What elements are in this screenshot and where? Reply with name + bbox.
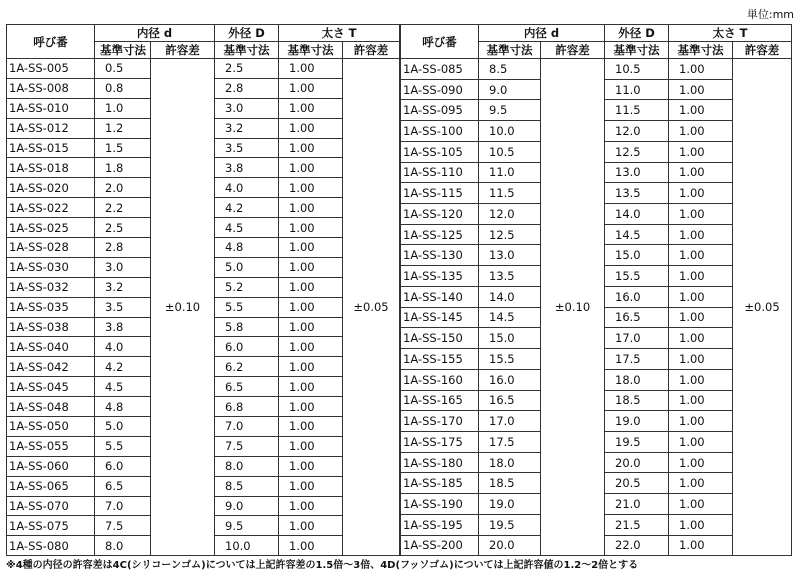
part-number-cell: 1A-SS-095 bbox=[401, 100, 479, 121]
thick-base-cell: 1.00 bbox=[669, 452, 733, 473]
inner-base-cell: 12.5 bbox=[479, 224, 541, 245]
part-number-cell: 1A-SS-010 bbox=[7, 98, 95, 118]
thick-base-cell: 1.00 bbox=[279, 297, 343, 317]
part-number-cell: 1A-SS-190 bbox=[401, 494, 479, 515]
part-number-cell: 1A-SS-110 bbox=[401, 162, 479, 183]
part-number-cell: 1A-SS-042 bbox=[7, 357, 95, 377]
outer-base-cell: 20.0 bbox=[605, 452, 669, 473]
inner-base-cell: 3.5 bbox=[95, 297, 151, 317]
outer-base-cell: 13.0 bbox=[605, 162, 669, 183]
header-thick: 太さ T bbox=[279, 25, 400, 42]
outer-base-cell: 5.0 bbox=[215, 257, 279, 277]
header-inner: 内径 d bbox=[479, 25, 605, 42]
thick-base-cell: 1.00 bbox=[279, 496, 343, 516]
size-table-right bbox=[400, 24, 792, 556]
outer-base-cell: 16.5 bbox=[605, 307, 669, 328]
inner-base-cell: 4.2 bbox=[95, 357, 151, 377]
outer-base-cell: 9.5 bbox=[215, 516, 279, 536]
outer-base-cell: 3.0 bbox=[215, 98, 279, 118]
thick-base-cell: 1.00 bbox=[279, 138, 343, 158]
inner-base-cell: 10.0 bbox=[479, 121, 541, 142]
header-outer: 外径 D bbox=[215, 25, 279, 42]
outer-base-cell: 3.2 bbox=[215, 118, 279, 138]
outer-base-cell: 6.5 bbox=[215, 377, 279, 397]
part-number-cell: 1A-SS-115 bbox=[401, 183, 479, 204]
header-base: 基準寸法 bbox=[605, 42, 669, 59]
part-number-cell: 1A-SS-018 bbox=[7, 158, 95, 178]
inner-base-cell: 3.2 bbox=[95, 277, 151, 297]
header-tol: 許容差 bbox=[151, 42, 215, 59]
inner-base-cell: 5.0 bbox=[95, 417, 151, 437]
inner-base-cell: 18.0 bbox=[479, 452, 541, 473]
outer-base-cell: 6.8 bbox=[215, 397, 279, 417]
outer-base-cell: 11.5 bbox=[605, 100, 669, 121]
part-number-cell: 1A-SS-012 bbox=[7, 118, 95, 138]
thick-base-cell: 1.00 bbox=[279, 397, 343, 417]
inner-base-cell: 4.8 bbox=[95, 397, 151, 417]
outer-base-cell: 12.5 bbox=[605, 141, 669, 162]
outer-base-cell: 5.8 bbox=[215, 317, 279, 337]
thick-base-cell: 1.00 bbox=[669, 121, 733, 142]
thick-base-cell: 1.00 bbox=[669, 162, 733, 183]
thick-base-cell: 1.00 bbox=[669, 245, 733, 266]
thick-base-cell: 1.00 bbox=[279, 337, 343, 357]
inner-base-cell: 2.8 bbox=[95, 238, 151, 258]
outer-base-cell: 22.0 bbox=[605, 535, 669, 556]
table-body-left bbox=[7, 59, 400, 556]
inner-base-cell: 0.8 bbox=[95, 78, 151, 98]
thick-base-cell: 1.00 bbox=[279, 178, 343, 198]
header-tol: 許容差 bbox=[733, 42, 792, 59]
inner-base-cell: 1.8 bbox=[95, 158, 151, 178]
size-table-left bbox=[6, 24, 400, 556]
part-number-cell: 1A-SS-145 bbox=[401, 307, 479, 328]
part-number-cell: 1A-SS-200 bbox=[401, 535, 479, 556]
thick-base-cell: 1.00 bbox=[279, 118, 343, 138]
header-tol: 許容差 bbox=[541, 42, 605, 59]
thick-base-cell: 1.00 bbox=[669, 349, 733, 370]
header-base: 基準寸法 bbox=[479, 42, 541, 59]
thick-base-cell: 1.00 bbox=[279, 536, 343, 556]
thick-base-cell: 1.00 bbox=[669, 411, 733, 432]
part-number-cell: 1A-SS-170 bbox=[401, 411, 479, 432]
thick-base-cell: 1.00 bbox=[669, 141, 733, 162]
inner-base-cell: 19.0 bbox=[479, 494, 541, 515]
inner-base-cell: 4.5 bbox=[95, 377, 151, 397]
header-base: 基準寸法 bbox=[279, 42, 343, 59]
table-row bbox=[7, 59, 400, 79]
thick-base-cell: 1.00 bbox=[669, 100, 733, 121]
outer-base-cell: 8.5 bbox=[215, 476, 279, 496]
inner-base-cell: 3.8 bbox=[95, 317, 151, 337]
inner-base-cell: 19.5 bbox=[479, 514, 541, 535]
inner-base-cell: 17.5 bbox=[479, 431, 541, 452]
thick-base-cell: 1.00 bbox=[669, 328, 733, 349]
thick-base-cell: 1.00 bbox=[669, 431, 733, 452]
thick-base-cell: 1.00 bbox=[279, 436, 343, 456]
thick-tolerance-cell: ±0.05 bbox=[733, 59, 792, 556]
thick-base-cell: 1.00 bbox=[279, 317, 343, 337]
inner-base-cell: 15.5 bbox=[479, 349, 541, 370]
outer-base-cell: 3.8 bbox=[215, 158, 279, 178]
inner-base-cell: 14.5 bbox=[479, 307, 541, 328]
inner-base-cell: 18.5 bbox=[479, 473, 541, 494]
inner-base-cell: 13.5 bbox=[479, 266, 541, 287]
thick-base-cell: 1.00 bbox=[279, 277, 343, 297]
inner-base-cell: 8.0 bbox=[95, 536, 151, 556]
thick-base-cell: 1.00 bbox=[279, 98, 343, 118]
outer-base-cell: 4.2 bbox=[215, 198, 279, 218]
inner-base-cell: 20.0 bbox=[479, 535, 541, 556]
outer-base-cell: 5.2 bbox=[215, 277, 279, 297]
part-number-cell: 1A-SS-070 bbox=[7, 496, 95, 516]
header-base: 基準寸法 bbox=[215, 42, 279, 59]
part-number-cell: 1A-SS-060 bbox=[7, 456, 95, 476]
thick-base-cell: 1.00 bbox=[669, 390, 733, 411]
outer-base-cell: 5.5 bbox=[215, 297, 279, 317]
inner-base-cell: 12.0 bbox=[479, 204, 541, 225]
thick-base-cell: 1.00 bbox=[279, 417, 343, 437]
outer-base-cell: 7.5 bbox=[215, 436, 279, 456]
inner-base-cell: 17.0 bbox=[479, 411, 541, 432]
footnote: ※4種の内径の許容差は4C(シリコーンゴム)については上記許容差の1.5倍〜3倍、4D(フッソゴム)については上記許容値の1.2〜2倍とする bbox=[6, 560, 639, 571]
outer-base-cell: 14.0 bbox=[605, 204, 669, 225]
thick-base-cell: 1.00 bbox=[279, 456, 343, 476]
part-number-cell: 1A-SS-022 bbox=[7, 198, 95, 218]
thick-base-cell: 1.00 bbox=[669, 59, 733, 80]
thick-base-cell: 1.00 bbox=[279, 377, 343, 397]
outer-base-cell: 3.5 bbox=[215, 138, 279, 158]
part-number-cell: 1A-SS-045 bbox=[7, 377, 95, 397]
inner-base-cell: 5.5 bbox=[95, 436, 151, 456]
part-number-cell: 1A-SS-140 bbox=[401, 286, 479, 307]
inner-base-cell: 8.5 bbox=[479, 59, 541, 80]
part-number-cell: 1A-SS-150 bbox=[401, 328, 479, 349]
part-number-cell: 1A-SS-085 bbox=[401, 59, 479, 80]
thick-base-cell: 1.00 bbox=[669, 224, 733, 245]
part-number-cell: 1A-SS-185 bbox=[401, 473, 479, 494]
unit-label: 単位:mm bbox=[746, 8, 794, 21]
part-number-cell: 1A-SS-105 bbox=[401, 141, 479, 162]
inner-base-cell: 6.0 bbox=[95, 456, 151, 476]
part-number-cell: 1A-SS-015 bbox=[7, 138, 95, 158]
part-number-cell: 1A-SS-135 bbox=[401, 266, 479, 287]
thick-base-cell: 1.00 bbox=[669, 266, 733, 287]
outer-base-cell: 6.2 bbox=[215, 357, 279, 377]
part-number-cell: 1A-SS-048 bbox=[7, 397, 95, 417]
thick-base-cell: 1.00 bbox=[279, 59, 343, 79]
thick-tolerance-cell: ±0.05 bbox=[343, 59, 400, 556]
inner-base-cell: 2.2 bbox=[95, 198, 151, 218]
part-number-cell: 1A-SS-165 bbox=[401, 390, 479, 411]
part-number-cell: 1A-SS-160 bbox=[401, 369, 479, 390]
part-number-cell: 1A-SS-038 bbox=[7, 317, 95, 337]
thick-base-cell: 1.00 bbox=[279, 516, 343, 536]
part-number-cell: 1A-SS-028 bbox=[7, 238, 95, 258]
outer-base-cell: 21.0 bbox=[605, 494, 669, 515]
outer-base-cell: 15.0 bbox=[605, 245, 669, 266]
part-number-cell: 1A-SS-195 bbox=[401, 514, 479, 535]
part-number-cell: 1A-SS-020 bbox=[7, 178, 95, 198]
inner-base-cell: 16.5 bbox=[479, 390, 541, 411]
inner-base-cell: 0.5 bbox=[95, 59, 151, 79]
part-number-cell: 1A-SS-040 bbox=[7, 337, 95, 357]
part-number-cell: 1A-SS-065 bbox=[7, 476, 95, 496]
outer-base-cell: 6.0 bbox=[215, 337, 279, 357]
part-number-cell: 1A-SS-100 bbox=[401, 121, 479, 142]
header-base: 基準寸法 bbox=[669, 42, 733, 59]
part-number-cell: 1A-SS-025 bbox=[7, 218, 95, 238]
header-thick: 太さ T bbox=[669, 25, 792, 42]
inner-base-cell: 2.0 bbox=[95, 178, 151, 198]
header-tol: 許容差 bbox=[343, 42, 400, 59]
inner-base-cell: 1.0 bbox=[95, 98, 151, 118]
outer-base-cell: 17.0 bbox=[605, 328, 669, 349]
table-row bbox=[401, 59, 792, 80]
part-number-cell: 1A-SS-075 bbox=[7, 516, 95, 536]
thick-base-cell: 1.00 bbox=[669, 535, 733, 556]
inner-base-cell: 7.0 bbox=[95, 496, 151, 516]
thick-base-cell: 1.00 bbox=[279, 158, 343, 178]
inner-base-cell: 2.5 bbox=[95, 218, 151, 238]
outer-base-cell: 19.5 bbox=[605, 431, 669, 452]
part-number-cell: 1A-SS-155 bbox=[401, 349, 479, 370]
inner-tolerance-cell: ±0.10 bbox=[541, 59, 605, 556]
header-base: 基準寸法 bbox=[95, 42, 151, 59]
inner-base-cell: 13.0 bbox=[479, 245, 541, 266]
thick-base-cell: 1.00 bbox=[669, 369, 733, 390]
outer-base-cell: 7.0 bbox=[215, 417, 279, 437]
outer-base-cell: 13.5 bbox=[605, 183, 669, 204]
thick-base-cell: 1.00 bbox=[669, 286, 733, 307]
size-tables bbox=[6, 24, 792, 556]
outer-base-cell: 15.5 bbox=[605, 266, 669, 287]
inner-base-cell: 15.0 bbox=[479, 328, 541, 349]
inner-base-cell: 16.0 bbox=[479, 369, 541, 390]
part-number-cell: 1A-SS-125 bbox=[401, 224, 479, 245]
thick-base-cell: 1.00 bbox=[669, 514, 733, 535]
outer-base-cell: 4.0 bbox=[215, 178, 279, 198]
part-number-cell: 1A-SS-008 bbox=[7, 78, 95, 98]
outer-base-cell: 18.5 bbox=[605, 390, 669, 411]
table-body-right bbox=[401, 59, 792, 556]
thick-base-cell: 1.00 bbox=[669, 473, 733, 494]
part-number-cell: 1A-SS-090 bbox=[401, 79, 479, 100]
thick-base-cell: 1.00 bbox=[279, 257, 343, 277]
inner-base-cell: 9.0 bbox=[479, 79, 541, 100]
outer-base-cell: 16.0 bbox=[605, 286, 669, 307]
outer-base-cell: 10.5 bbox=[605, 59, 669, 80]
thick-base-cell: 1.00 bbox=[279, 78, 343, 98]
part-number-cell: 1A-SS-050 bbox=[7, 417, 95, 437]
thick-base-cell: 1.00 bbox=[669, 183, 733, 204]
inner-base-cell: 7.5 bbox=[95, 516, 151, 536]
outer-base-cell: 8.0 bbox=[215, 456, 279, 476]
part-number-cell: 1A-SS-005 bbox=[7, 59, 95, 79]
outer-base-cell: 10.0 bbox=[215, 536, 279, 556]
outer-base-cell: 19.0 bbox=[605, 411, 669, 432]
part-number-cell: 1A-SS-080 bbox=[7, 536, 95, 556]
outer-base-cell: 2.5 bbox=[215, 59, 279, 79]
outer-base-cell: 12.0 bbox=[605, 121, 669, 142]
inner-base-cell: 1.5 bbox=[95, 138, 151, 158]
inner-base-cell: 11.5 bbox=[479, 183, 541, 204]
thick-base-cell: 1.00 bbox=[279, 476, 343, 496]
outer-base-cell: 9.0 bbox=[215, 496, 279, 516]
thick-base-cell: 1.00 bbox=[279, 238, 343, 258]
part-number-cell: 1A-SS-035 bbox=[7, 297, 95, 317]
outer-base-cell: 21.5 bbox=[605, 514, 669, 535]
thick-base-cell: 1.00 bbox=[279, 198, 343, 218]
inner-base-cell: 10.5 bbox=[479, 141, 541, 162]
inner-tolerance-cell: ±0.10 bbox=[151, 59, 215, 556]
header-name: 呼び番 bbox=[7, 25, 95, 59]
part-number-cell: 1A-SS-032 bbox=[7, 277, 95, 297]
outer-base-cell: 18.0 bbox=[605, 369, 669, 390]
inner-base-cell: 1.2 bbox=[95, 118, 151, 138]
inner-base-cell: 11.0 bbox=[479, 162, 541, 183]
outer-base-cell: 2.8 bbox=[215, 78, 279, 98]
inner-base-cell: 14.0 bbox=[479, 286, 541, 307]
thick-base-cell: 1.00 bbox=[669, 307, 733, 328]
part-number-cell: 1A-SS-130 bbox=[401, 245, 479, 266]
inner-base-cell: 4.0 bbox=[95, 337, 151, 357]
thick-base-cell: 1.00 bbox=[669, 79, 733, 100]
header-outer: 外径 D bbox=[605, 25, 669, 42]
part-number-cell: 1A-SS-120 bbox=[401, 204, 479, 225]
thick-base-cell: 1.00 bbox=[669, 494, 733, 515]
part-number-cell: 1A-SS-175 bbox=[401, 431, 479, 452]
outer-base-cell: 20.5 bbox=[605, 473, 669, 494]
thick-base-cell: 1.00 bbox=[279, 218, 343, 238]
header-inner: 内径 d bbox=[95, 25, 215, 42]
inner-base-cell: 6.5 bbox=[95, 476, 151, 496]
part-number-cell: 1A-SS-055 bbox=[7, 436, 95, 456]
part-number-cell: 1A-SS-030 bbox=[7, 257, 95, 277]
outer-base-cell: 14.5 bbox=[605, 224, 669, 245]
thick-base-cell: 1.00 bbox=[669, 204, 733, 225]
inner-base-cell: 9.5 bbox=[479, 100, 541, 121]
outer-base-cell: 17.5 bbox=[605, 349, 669, 370]
outer-base-cell: 4.5 bbox=[215, 218, 279, 238]
part-number-cell: 1A-SS-180 bbox=[401, 452, 479, 473]
inner-base-cell: 3.0 bbox=[95, 257, 151, 277]
outer-base-cell: 11.0 bbox=[605, 79, 669, 100]
thick-base-cell: 1.00 bbox=[279, 357, 343, 377]
outer-base-cell: 4.8 bbox=[215, 238, 279, 258]
header-name: 呼び番 bbox=[401, 25, 479, 59]
